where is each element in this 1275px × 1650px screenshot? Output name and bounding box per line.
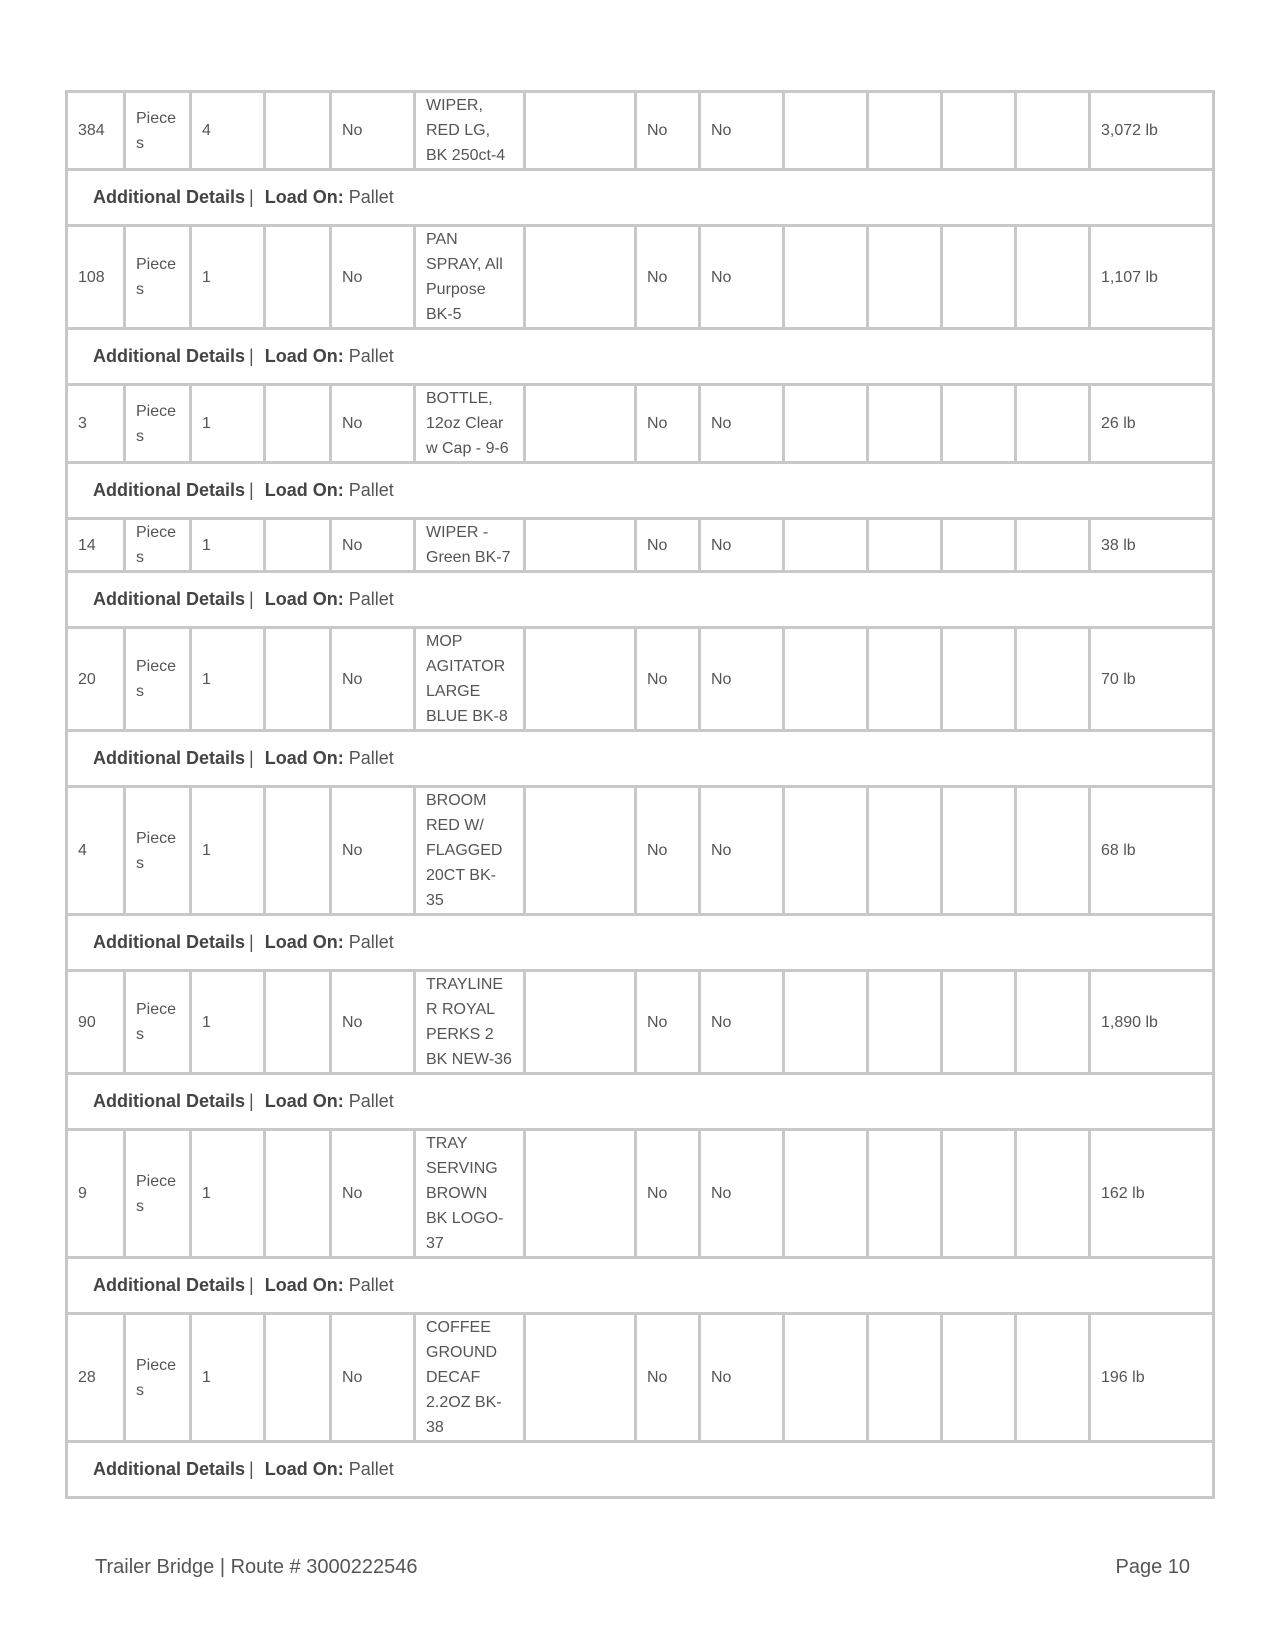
items-table (65, 90, 1215, 1499)
details-separator: | (249, 589, 254, 609)
empty-cell (525, 787, 636, 915)
empty-cell (1016, 628, 1090, 731)
details-cell (67, 572, 1214, 628)
flag-cell: No (636, 1130, 700, 1258)
footer-page-number: Page 10 (1115, 1556, 1190, 1578)
empty-cell (1016, 1314, 1090, 1442)
empty-cell (1016, 92, 1090, 170)
load-on-label: Load On: (264, 748, 344, 768)
unit-cell: Piece s (125, 1314, 191, 1442)
empty-cell (784, 92, 868, 170)
load-on-label: Load On: (264, 346, 344, 366)
table-row (67, 385, 1214, 463)
table-row (67, 1130, 1214, 1258)
flag-cell: No (700, 519, 784, 572)
details-label: Additional Details (93, 1091, 246, 1111)
flag-cell: No (636, 971, 700, 1074)
load-on-value: Pallet (348, 1091, 394, 1111)
details-cell (67, 329, 1214, 385)
quantity-cell: 4 (67, 787, 125, 915)
footer-route: Trailer Bridge | Route # 3000222546 (95, 1556, 418, 1578)
empty-cell (265, 1314, 331, 1442)
load-on-label: Load On: (264, 187, 344, 207)
hazmat-cell: No (331, 519, 415, 572)
empty-cell (784, 1130, 868, 1258)
load-on-value: Pallet (348, 480, 394, 500)
flag-cell: No (700, 787, 784, 915)
unit-cell: Piece s (125, 628, 191, 731)
flag-cell: No (636, 628, 700, 731)
empty-cell (265, 787, 331, 915)
hazmat-cell: No (331, 628, 415, 731)
quantity-cell: 384 (67, 92, 125, 170)
details-label: Additional Details (93, 346, 246, 366)
flag-cell: No (700, 92, 784, 170)
weight-cell: 26 lb (1090, 385, 1214, 463)
empty-cell (525, 971, 636, 1074)
empty-cell (868, 519, 942, 572)
quantity-cell: 20 (67, 628, 125, 731)
details-row (67, 170, 1214, 226)
hazmat-cell: No (331, 787, 415, 915)
details-cell (67, 463, 1214, 519)
empty-cell (1016, 971, 1090, 1074)
empty-cell (1016, 519, 1090, 572)
empty-cell (1016, 787, 1090, 915)
empty-cell (942, 385, 1016, 463)
count-cell: 1 (191, 1314, 265, 1442)
flag-cell: No (636, 226, 700, 329)
details-row (67, 572, 1214, 628)
empty-cell (525, 1314, 636, 1442)
empty-cell (868, 1314, 942, 1442)
flag-cell: No (700, 1130, 784, 1258)
count-cell: 1 (191, 519, 265, 572)
empty-cell (525, 385, 636, 463)
table-row (67, 787, 1214, 915)
details-label: Additional Details (93, 589, 246, 609)
load-on-value: Pallet (348, 1275, 394, 1295)
empty-cell (868, 971, 942, 1074)
description-cell: BROOM RED W/ FLAGGED 20CT BK-35 (415, 787, 525, 915)
empty-cell (868, 226, 942, 329)
empty-cell (868, 385, 942, 463)
empty-cell (265, 226, 331, 329)
empty-cell (265, 92, 331, 170)
table-row (67, 971, 1214, 1074)
weight-cell: 1,890 lb (1090, 971, 1214, 1074)
empty-cell (265, 385, 331, 463)
load-on-label: Load On: (264, 932, 344, 952)
flag-cell: No (700, 1314, 784, 1442)
empty-cell (265, 628, 331, 731)
empty-cell (942, 92, 1016, 170)
unit-cell: Piece s (125, 226, 191, 329)
table-row (67, 92, 1214, 170)
empty-cell (868, 787, 942, 915)
details-row (67, 1258, 1214, 1314)
count-cell: 1 (191, 628, 265, 731)
quantity-cell: 3 (67, 385, 125, 463)
weight-cell: 3,072 lb (1090, 92, 1214, 170)
table-row (67, 226, 1214, 329)
weight-cell: 1,107 lb (1090, 226, 1214, 329)
empty-cell (784, 226, 868, 329)
weight-cell: 38 lb (1090, 519, 1214, 572)
count-cell: 1 (191, 226, 265, 329)
flag-cell: No (636, 385, 700, 463)
description-cell: TRAY SERVING BROWN BK LOGO-37 (415, 1130, 525, 1258)
empty-cell (784, 519, 868, 572)
flag-cell: No (700, 628, 784, 731)
description-cell: MOP AGITATOR LARGE BLUE BK-8 (415, 628, 525, 731)
details-row (67, 1442, 1214, 1498)
items-body (67, 92, 1214, 1498)
empty-cell (784, 1314, 868, 1442)
weight-cell: 68 lb (1090, 787, 1214, 915)
description-cell: PAN SPRAY, All Purpose BK-5 (415, 226, 525, 329)
empty-cell (265, 971, 331, 1074)
empty-cell (942, 1130, 1016, 1258)
empty-cell (784, 971, 868, 1074)
empty-cell (942, 971, 1016, 1074)
empty-cell (1016, 1130, 1090, 1258)
count-cell: 1 (191, 787, 265, 915)
count-cell: 4 (191, 92, 265, 170)
count-cell: 1 (191, 971, 265, 1074)
count-cell: 1 (191, 1130, 265, 1258)
weight-cell: 70 lb (1090, 628, 1214, 731)
quantity-cell: 9 (67, 1130, 125, 1258)
empty-cell (942, 787, 1016, 915)
load-on-value: Pallet (348, 589, 394, 609)
load-on-value: Pallet (348, 748, 394, 768)
load-on-value: Pallet (348, 187, 394, 207)
hazmat-cell: No (331, 1314, 415, 1442)
hazmat-cell: No (331, 226, 415, 329)
empty-cell (525, 1130, 636, 1258)
details-label: Additional Details (93, 1275, 246, 1295)
empty-cell (868, 92, 942, 170)
unit-cell: Piece s (125, 1130, 191, 1258)
load-on-label: Load On: (264, 480, 344, 500)
details-cell (67, 1074, 1214, 1130)
empty-cell (784, 628, 868, 731)
details-separator: | (249, 932, 254, 952)
details-cell (67, 170, 1214, 226)
empty-cell (784, 385, 868, 463)
empty-cell (525, 226, 636, 329)
details-cell (67, 1442, 1214, 1498)
quantity-cell: 90 (67, 971, 125, 1074)
details-cell (67, 915, 1214, 971)
empty-cell (525, 519, 636, 572)
empty-cell (942, 519, 1016, 572)
flag-cell: No (700, 971, 784, 1074)
unit-cell: Piece s (125, 519, 191, 572)
weight-cell: 196 lb (1090, 1314, 1214, 1442)
table-row (67, 628, 1214, 731)
details-separator: | (249, 1275, 254, 1295)
weight-cell: 162 lb (1090, 1130, 1214, 1258)
quantity-cell: 14 (67, 519, 125, 572)
load-on-label: Load On: (264, 1459, 344, 1479)
details-row (67, 1074, 1214, 1130)
flag-cell: No (636, 519, 700, 572)
details-cell (67, 731, 1214, 787)
description-cell: WIPER, RED LG, BK 250ct-4 (415, 92, 525, 170)
flag-cell: No (700, 226, 784, 329)
description-cell: TRAYLINER ROYAL PERKS 2 BK NEW-36 (415, 971, 525, 1074)
flag-cell: No (700, 385, 784, 463)
empty-cell (942, 226, 1016, 329)
flag-cell: No (636, 92, 700, 170)
details-separator: | (249, 1459, 254, 1479)
hazmat-cell: No (331, 385, 415, 463)
unit-cell: Piece s (125, 385, 191, 463)
details-row (67, 329, 1214, 385)
details-separator: | (249, 187, 254, 207)
load-on-label: Load On: (264, 589, 344, 609)
details-label: Additional Details (93, 187, 246, 207)
load-on-label: Load On: (264, 1091, 344, 1111)
details-row (67, 731, 1214, 787)
details-label: Additional Details (93, 748, 246, 768)
flag-cell: No (636, 787, 700, 915)
table-row (67, 1314, 1214, 1442)
quantity-cell: 28 (67, 1314, 125, 1442)
empty-cell (868, 1130, 942, 1258)
load-on-value: Pallet (348, 346, 394, 366)
details-row (67, 915, 1214, 971)
description-cell: BOTTLE, 12oz Clear w Cap - 9-6 (415, 385, 525, 463)
hazmat-cell: No (331, 971, 415, 1074)
flag-cell: No (636, 1314, 700, 1442)
empty-cell (1016, 385, 1090, 463)
empty-cell (1016, 226, 1090, 329)
hazmat-cell: No (331, 92, 415, 170)
unit-cell: Piece s (125, 971, 191, 1074)
details-row (67, 463, 1214, 519)
empty-cell (784, 787, 868, 915)
details-separator: | (249, 1091, 254, 1111)
unit-cell: Piece s (125, 92, 191, 170)
empty-cell (265, 1130, 331, 1258)
empty-cell (942, 1314, 1016, 1442)
details-separator: | (249, 480, 254, 500)
load-on-label: Load On: (264, 1275, 344, 1295)
unit-cell: Piece s (125, 787, 191, 915)
empty-cell (525, 628, 636, 731)
load-on-value: Pallet (348, 932, 394, 952)
quantity-cell: 108 (67, 226, 125, 329)
description-cell: COFFEE GROUND DECAF 2.2OZ BK-38 (415, 1314, 525, 1442)
description-cell: WIPER - Green BK-7 (415, 519, 525, 572)
hazmat-cell: No (331, 1130, 415, 1258)
details-separator: | (249, 346, 254, 366)
details-cell (67, 1258, 1214, 1314)
count-cell: 1 (191, 385, 265, 463)
details-label: Additional Details (93, 1459, 246, 1479)
details-separator: | (249, 748, 254, 768)
empty-cell (868, 628, 942, 731)
empty-cell (525, 92, 636, 170)
details-label: Additional Details (93, 480, 246, 500)
load-on-value: Pallet (348, 1459, 394, 1479)
details-label: Additional Details (93, 932, 246, 952)
empty-cell (942, 628, 1016, 731)
empty-cell (265, 519, 331, 572)
table-row (67, 519, 1214, 572)
